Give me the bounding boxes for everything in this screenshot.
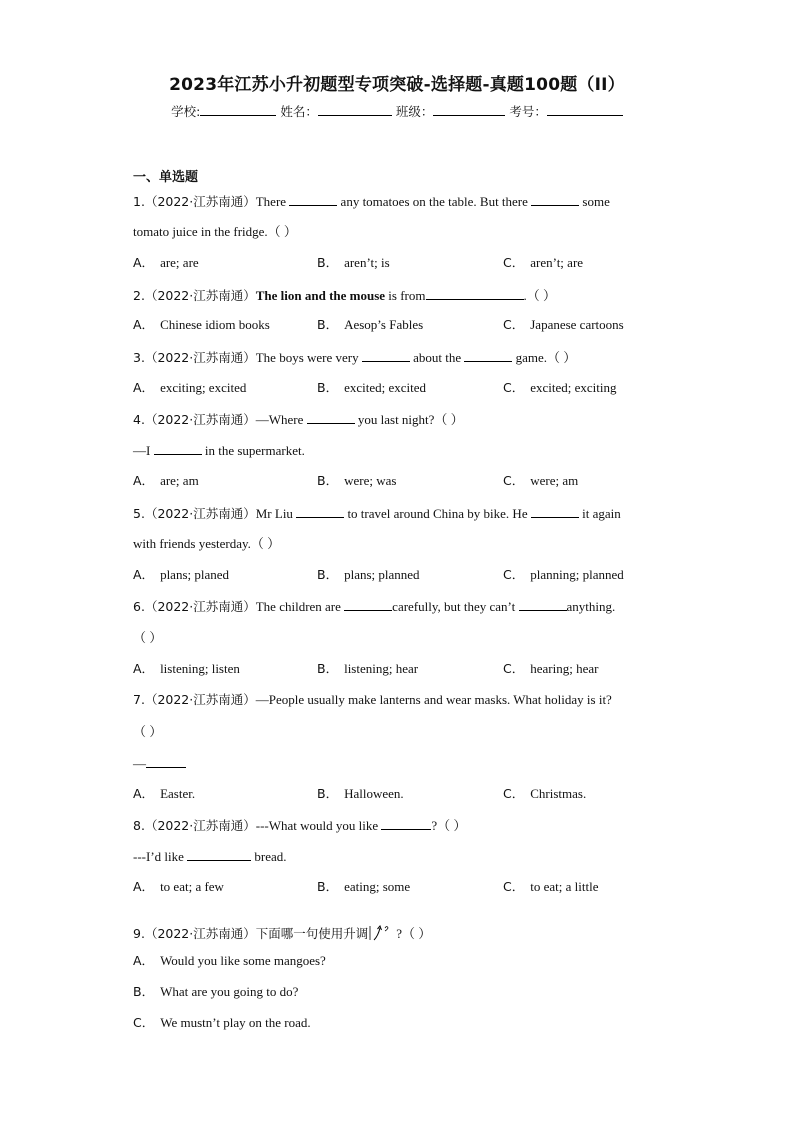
option-text: to eat; a little — [530, 879, 599, 894]
option-key: B． — [317, 255, 339, 270]
question-number: 2. — [133, 288, 145, 303]
option-b[interactable] — [317, 879, 410, 895]
question-text: The children are — [255, 599, 341, 614]
question-4-line-2 — [133, 442, 305, 459]
story-title: The lion and the mouse — [255, 288, 386, 303]
option-b[interactable] — [317, 661, 418, 677]
option-key: B． — [317, 380, 339, 395]
option-c[interactable] — [503, 380, 617, 396]
option-text: excited; excited — [344, 380, 427, 395]
answer-blank — [531, 193, 579, 206]
option-key: C． — [503, 567, 525, 582]
name-label: 姓名： — [280, 104, 318, 119]
option-b[interactable] — [133, 984, 298, 1000]
question-text: .（ ） — [523, 288, 557, 303]
question-text: ?（ ） — [396, 926, 432, 941]
option-key: B． — [317, 661, 339, 676]
question-text: ---I’d like — [133, 849, 184, 864]
class-label: 班级： — [395, 104, 434, 119]
option-text: Aesop’s Fables — [344, 317, 424, 332]
option-key: B． — [317, 879, 339, 894]
question-7 — [133, 692, 612, 708]
question-source: （2022·江苏南通） — [144, 350, 256, 365]
question-number: 7. — [133, 692, 145, 707]
question-number: 1. — [133, 194, 145, 209]
option-b[interactable] — [317, 255, 390, 271]
question-source: （2022·江苏南通） — [144, 692, 256, 707]
number-label: 考号： — [509, 104, 547, 119]
question-number: 9. — [133, 926, 145, 941]
option-key: A． — [133, 661, 155, 676]
question-text: —Where — [255, 412, 304, 427]
option-key: A． — [133, 786, 155, 801]
option-key: C． — [133, 1015, 155, 1030]
question-5 — [133, 505, 621, 522]
option-a[interactable] — [133, 879, 224, 895]
option-c[interactable] — [503, 567, 624, 583]
option-a[interactable] — [133, 953, 326, 969]
option-a[interactable] — [133, 661, 240, 677]
option-text: were; was — [344, 473, 397, 488]
option-a[interactable] — [133, 255, 199, 271]
answer-blank — [146, 755, 186, 768]
option-text: Christmas. — [530, 786, 587, 801]
option-text: aren’t; is — [344, 255, 390, 270]
option-key: B． — [317, 567, 339, 582]
option-b[interactable] — [317, 567, 420, 583]
option-key: C． — [503, 879, 525, 894]
answer-blank — [362, 349, 410, 362]
option-key: C． — [503, 473, 525, 488]
question-3 — [133, 349, 576, 366]
answer-blank — [464, 349, 512, 362]
option-a[interactable] — [133, 317, 270, 333]
question-number: 6. — [133, 599, 145, 614]
question-source: （2022·江苏南通） — [144, 288, 256, 303]
option-key: A． — [133, 953, 155, 968]
option-text: exciting; excited — [160, 380, 247, 395]
option-key: A． — [133, 567, 155, 582]
class-blank — [433, 102, 505, 116]
question-text: game.（ ） — [515, 350, 577, 365]
rising-tone-icon — [368, 922, 396, 944]
question-4 — [133, 411, 464, 428]
question-number: 3. — [133, 350, 145, 365]
option-key: B． — [317, 317, 339, 332]
option-key: B． — [317, 473, 339, 488]
option-key: B． — [317, 786, 339, 801]
question-text: in the supermarket. — [204, 443, 305, 458]
option-c[interactable] — [503, 473, 578, 489]
question-source: （2022·江苏南通） — [144, 599, 256, 614]
option-key: A． — [133, 380, 155, 395]
option-text: excited; exciting — [530, 380, 617, 395]
question-source: （2022·江苏南通） — [144, 926, 256, 941]
option-a[interactable] — [133, 567, 229, 583]
question-text: The boys were very — [255, 350, 359, 365]
question-text: anything. — [566, 599, 616, 614]
question-text: Mr Liu — [255, 506, 293, 521]
name-blank — [318, 102, 392, 116]
answer-blank — [381, 817, 431, 830]
question-source: （2022·江苏南通） — [144, 506, 256, 521]
question-6-line-2: （ ） — [133, 630, 163, 645]
option-key: A． — [133, 879, 155, 894]
answer-blank — [289, 193, 337, 206]
option-b[interactable] — [317, 317, 423, 333]
school-label: 学校: — [171, 104, 201, 119]
question-2 — [133, 287, 556, 304]
option-text: Chinese idiom books — [160, 317, 270, 332]
question-text: any tomatoes on the table. But there — [340, 194, 528, 209]
number-blank — [547, 102, 623, 116]
answer-blank — [296, 505, 344, 518]
question-text: There — [255, 194, 287, 209]
option-a[interactable] — [133, 380, 246, 396]
school-blank — [200, 102, 276, 116]
option-text: to eat; a few — [160, 879, 224, 894]
student-info-line — [0, 102, 794, 120]
question-text: ---What would you like — [255, 818, 379, 833]
question-text: —People usually make lanterns and wear masks. What holiday is it? — [255, 692, 612, 707]
document-title: 2023年江苏小升初题型专项突破-选择题-真题100题（II） — [169, 75, 625, 95]
question-text: it again — [582, 506, 621, 521]
answer-blank — [187, 848, 251, 861]
option-text: hearing; hear — [530, 661, 599, 676]
question-8-line-2 — [133, 848, 287, 865]
option-text: are; are — [160, 255, 199, 270]
option-b[interactable] — [317, 473, 396, 489]
option-text: were; am — [530, 473, 579, 488]
question-9 — [133, 922, 431, 944]
question-6 — [133, 598, 615, 615]
answer-blank — [344, 598, 392, 611]
option-text: Easter. — [160, 786, 196, 801]
question-text: bread. — [254, 849, 287, 864]
option-text: listening; listen — [160, 661, 240, 676]
option-key: C． — [503, 661, 525, 676]
option-key: C． — [503, 255, 525, 270]
question-text: — — [133, 756, 146, 771]
option-text: Halloween. — [344, 786, 404, 801]
question-1 — [133, 193, 610, 210]
question-source: （2022·江苏南通） — [144, 818, 256, 833]
option-a[interactable] — [133, 473, 199, 489]
question-source: （2022·江苏南通） — [144, 194, 256, 209]
option-text: We mustn’t play on the road. — [160, 1015, 311, 1030]
option-text: eating; some — [344, 879, 411, 894]
question-text: —I — [133, 443, 151, 458]
option-text: listening; hear — [344, 661, 419, 676]
option-text: planning; planned — [530, 567, 624, 582]
question-7-line-2: （ ） — [133, 724, 163, 739]
option-text: Japanese cartoons — [530, 317, 624, 332]
question-text: to travel around China by bike. He — [347, 506, 528, 521]
answer-blank — [531, 505, 579, 518]
option-c[interactable] — [503, 661, 598, 677]
question-text: ?（ ） — [431, 818, 467, 833]
answer-blank — [519, 598, 567, 611]
option-key: A． — [133, 317, 155, 332]
option-key: A． — [133, 255, 155, 270]
option-c[interactable] — [133, 1015, 311, 1031]
question-7-line-3 — [133, 755, 186, 772]
option-c[interactable] — [503, 317, 624, 333]
option-text: plans; planned — [344, 567, 420, 582]
option-key: C． — [503, 317, 525, 332]
question-number: 5. — [133, 506, 145, 521]
question-text: some — [582, 194, 610, 209]
question-number: 4. — [133, 412, 145, 427]
question-text: is from — [388, 288, 426, 303]
option-text: Would you like some mangoes? — [160, 953, 326, 968]
option-key: C． — [503, 786, 525, 801]
answer-blank — [426, 287, 524, 300]
answer-blank — [307, 411, 355, 424]
option-b[interactable] — [317, 380, 426, 396]
question-text: about the — [413, 350, 462, 365]
question-number: 8. — [133, 818, 145, 833]
question-5-line-2: with friends yesterday.（ ） — [133, 536, 281, 551]
option-b[interactable] — [317, 786, 404, 802]
question-8 — [133, 817, 466, 834]
option-text: What are you going to do? — [160, 984, 299, 999]
section-heading: 一、单选题 — [133, 170, 199, 185]
option-key: B． — [133, 984, 155, 999]
option-a[interactable] — [133, 786, 195, 802]
option-key: C． — [503, 380, 525, 395]
answer-blank — [154, 442, 202, 455]
question-source: （2022·江苏南通） — [144, 412, 256, 427]
question-text: you last night?（ ） — [357, 412, 464, 427]
option-c[interactable] — [503, 786, 586, 802]
option-c[interactable] — [503, 879, 598, 895]
question-1-line-2: tomato juice in the fridge.（ ） — [133, 224, 297, 239]
option-text: aren’t; are — [530, 255, 584, 270]
option-c[interactable] — [503, 255, 583, 271]
option-text: plans; planed — [160, 567, 230, 582]
question-text: carefully, but they can’t — [392, 599, 516, 614]
option-text: are; am — [160, 473, 199, 488]
question-text: 下面哪一句使用升调 — [255, 926, 369, 941]
option-key: A． — [133, 473, 155, 488]
